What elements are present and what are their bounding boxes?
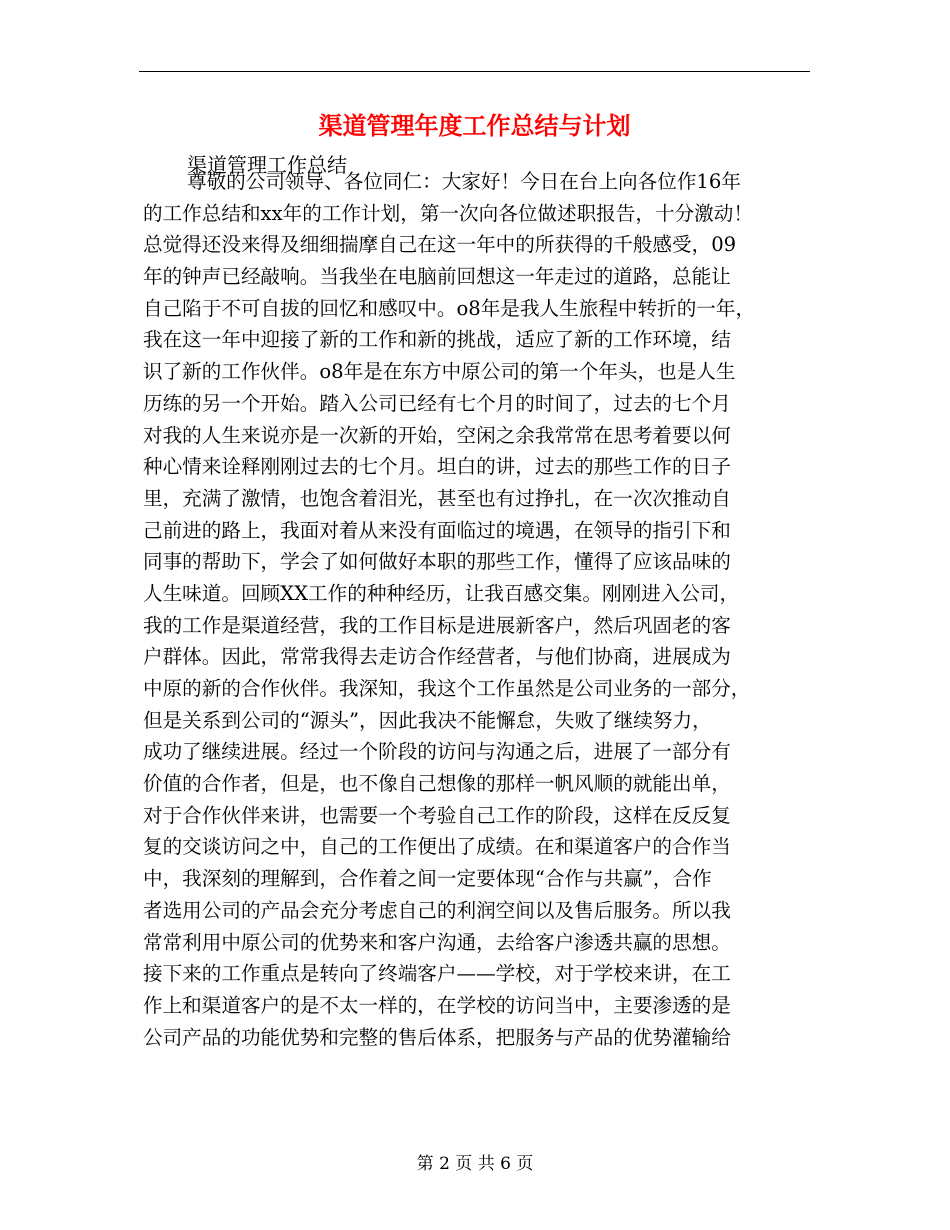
body-line: 里，充满了激情，也饱含着泪光，甚至也有过挣扎，在一次次推动自 xyxy=(143,486,731,510)
body-line: 同事的帮助下，学会了如何做好本职的那些工作，懂得了应该品味的 xyxy=(143,550,731,574)
body-line: 己前进的路上，我面对着从来没有面临过的境遇，在领导的指引下和 xyxy=(143,518,731,542)
document-title: 渠道管理年度工作总结与计划 xyxy=(318,111,631,140)
body-line: 中原的新的合作伙伴。我深知，我这个工作虽然是公司业务的一部分， xyxy=(143,677,751,700)
body-line: 常常利用中原公司的优势来和客户沟通，去给客户渗透共赢的思想。 xyxy=(143,930,731,954)
body-line: 历练的另一个开始。踏入公司已经有七个月的时间了，过去的七个月 xyxy=(143,391,731,415)
body-line: 价值的合作者，但是，也不像自己想像的那样一帆风顺的就能出单， xyxy=(143,772,731,796)
body-line: 中，我深刻的理解到，合作着之间一定要体现“合作与共赢”，合作 xyxy=(143,867,712,891)
body-line: 我在这一年中迎接了新的工作和新的挑战，适应了新的工作环境，结 xyxy=(143,328,731,352)
body-line: 识了新的工作伙伴。o8年是在东方中原公司的第一个年头，也是人生 xyxy=(143,360,736,384)
body-line: 总觉得还没来得及细细揣摩自己在这一年中的所获得的千般感受，09 xyxy=(143,233,737,257)
body-line: 者选用公司的产品会充分考虑自己的利润空间以及售后服务。所以我 xyxy=(143,898,731,922)
body-line: 我的工作是渠道经营，我的工作目标是进展新客户，然后巩固老的客 xyxy=(143,613,731,637)
body-line: 成功了继续进展。经过一个阶段的访问与沟通之后，进展了一部分有 xyxy=(143,740,731,764)
body-text xyxy=(143,166,810,1053)
body-line: 但是关系到公司的“源头”，因此我决不能懈怠，失败了继续努力， xyxy=(143,708,712,732)
body-line: 自己陷于不可自拔的回忆和感叹中。o8年是我人生旅程中转折的一年， xyxy=(143,296,756,320)
header-rule xyxy=(139,71,810,72)
body-line: 复的交谈访问之中，自己的工作便出了成绩。在和渠道客户的合作当 xyxy=(143,835,731,859)
page-number: 第 2 页 共 6 页 xyxy=(416,1154,534,1174)
body-line: 种心情来诠释刚刚过去的七个月。坦白的讲，过去的那些工作的日子 xyxy=(143,455,731,479)
body-line: 尊敬的公司领导、各位同仁：大家好！今日在台上向各位作16年 xyxy=(187,170,741,193)
body-line: 户群体。因此，常常我得去走访合作经营者，与他们协商，进展成为 xyxy=(143,645,731,669)
body-line: 作上和渠道客户的是不太一样的，在学校的访问当中，主要渗透的是 xyxy=(143,993,731,1017)
section-heading: 渠道管理工作总结 xyxy=(187,153,347,177)
body-line: 人生味道。回顾XX工作的种种经历，让我百感交集。刚刚进入公司， xyxy=(143,581,740,605)
body-line: 接下来的工作重点是转向了终端客户——学校，对于学校来讲，在工 xyxy=(143,962,731,986)
body-line: 年的钟声已经敲响。当我坐在电脑前回想这一年走过的道路，总能让 xyxy=(143,265,731,289)
body-line: 公司产品的功能优势和完整的售后体系，把服务与产品的优势灌输给 xyxy=(143,1025,731,1049)
body-line: 对我的人生来说亦是一次新的开始，空闲之余我常常在思考着要以何 xyxy=(143,423,731,447)
body-line: 对于合作伙伴来讲，也需要一个考验自己工作的阶段，这样在反反复 xyxy=(143,803,731,827)
body-line: 的工作总结和xx年的工作计划，第一次向各位做述职报告，十分激动！ xyxy=(143,201,753,225)
